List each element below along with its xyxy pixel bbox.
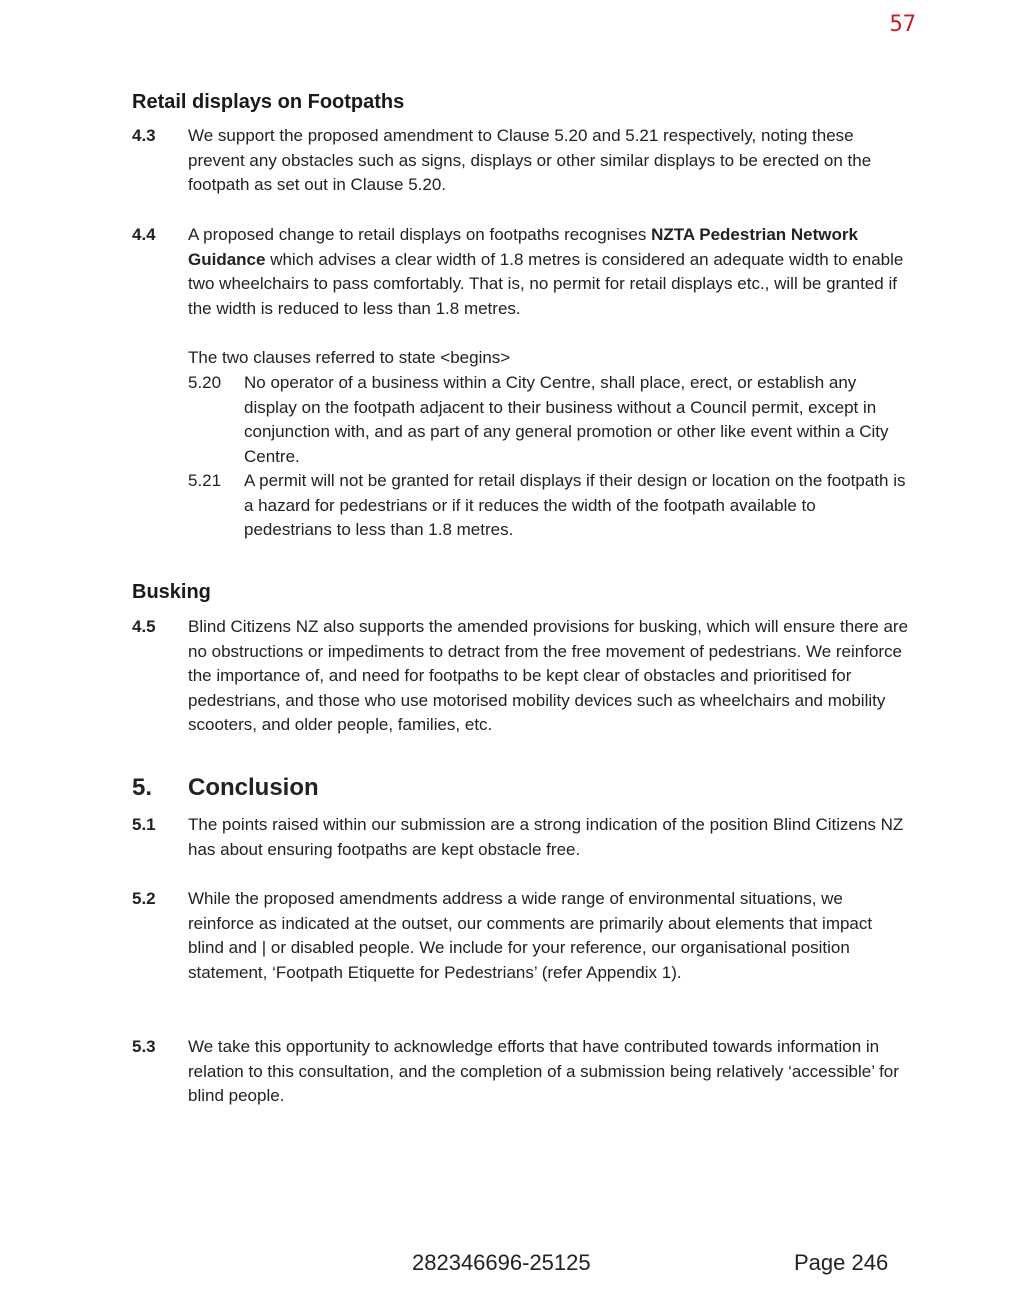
text-segment: A proposed change to retail displays on footpaths recognises (188, 225, 652, 244)
page-number: 57 (889, 12, 916, 37)
clause-number: 5.21 (188, 471, 222, 490)
paragraph-text: The points raised within our submission are a strong indication of the position Blind Citizens NZ has about ensuring footpaths are kept obstacle free. (188, 815, 904, 859)
paragraph-number: 5.1 (132, 815, 156, 834)
section-title-text: Conclusion (188, 774, 319, 801)
paragraph-4-4 (132, 223, 912, 321)
paragraph-text (188, 223, 912, 321)
section-heading-retail-displays: Retail displays on Footpaths (132, 91, 405, 113)
clause-number: 5.20 (188, 373, 222, 392)
section-heading-busking: Busking (132, 581, 211, 603)
text-segment: which advises a clear width of 1.8 metres is considered an adequate width to enable two wheelchairs to pass comfortably. That is, no permit for retail displays etc., will be granted if the width is reduced to less than 1.8 metres. (188, 249, 904, 318)
paragraph-text: While the proposed amendments address a wide range of environmental situations, we reinforce as indicated at the outset, our comments are primarily about elements that impact blind and | or disabled people. We include for your reference, our organisational position statement, ‘Footpath Etiquette for Pedestrians’ (refer Appendix 1). (188, 889, 873, 982)
section-number: 5. (132, 774, 153, 801)
paragraph-4-3 (132, 124, 912, 198)
paragraph-5-3 (132, 1035, 912, 1109)
section-title-conclusion (132, 774, 319, 802)
paragraph-5-1 (132, 813, 912, 862)
paragraph-text: We support the proposed amendment to Clause 5.20 and 5.21 respectively, noting these prevent any obstacles such as signs, displays or other similar displays to be erected on the footpath as set out in Clause 5.20. (188, 126, 872, 195)
paragraph-number: 4.4 (132, 225, 156, 244)
clause-5-21 (188, 469, 908, 543)
paragraph-number: 4.3 (132, 126, 156, 145)
clause-text: A permit will not be granted for retail displays if their design or location on the footpath is a hazard for pedestrians or if it reduces the width of the footpath available to pedestrians to less than 1.8 metres. (244, 471, 906, 540)
clause-5-20 (188, 371, 908, 469)
clauses-intro: The two clauses referred to state <begins> (188, 348, 511, 367)
paragraph-4-5 (132, 615, 912, 738)
bold-reference: NZTA Pedestrian Network Guidance (188, 225, 858, 269)
footer-page-label: Page 246 (794, 1250, 889, 1275)
paragraph-text: We take this opportunity to acknowledge efforts that have contributed towards information in relation to this consultation, and the completion of a submission being relatively ‘accessible’ for blind people. (188, 1037, 899, 1106)
paragraph-text: Blind Citizens NZ also supports the amended provisions for busking, which will ensure there are no obstructions or impediments to detract from the free movement of pedestrians. We reinforce the importance of, and need for footpaths to be kept clear of obstacles and prioritised for pedestrians, and those who use motorised mobility devices such as wheelchairs and mobility scooters, and older people, families, etc. (188, 617, 909, 735)
footer-document-id: 282346696-25125 (412, 1250, 591, 1275)
clause-text: No operator of a business within a City Centre, shall place, erect, or establish any display on the footpath adjacent to their business without a Council permit, except in conjunction with, and as part of any general promotion or other like event within a City Centre. (244, 373, 889, 466)
paragraph-number: 4.5 (132, 617, 156, 636)
paragraph-5-2 (132, 887, 912, 985)
paragraph-number: 5.2 (132, 889, 156, 908)
paragraph-number: 5.3 (132, 1037, 156, 1056)
